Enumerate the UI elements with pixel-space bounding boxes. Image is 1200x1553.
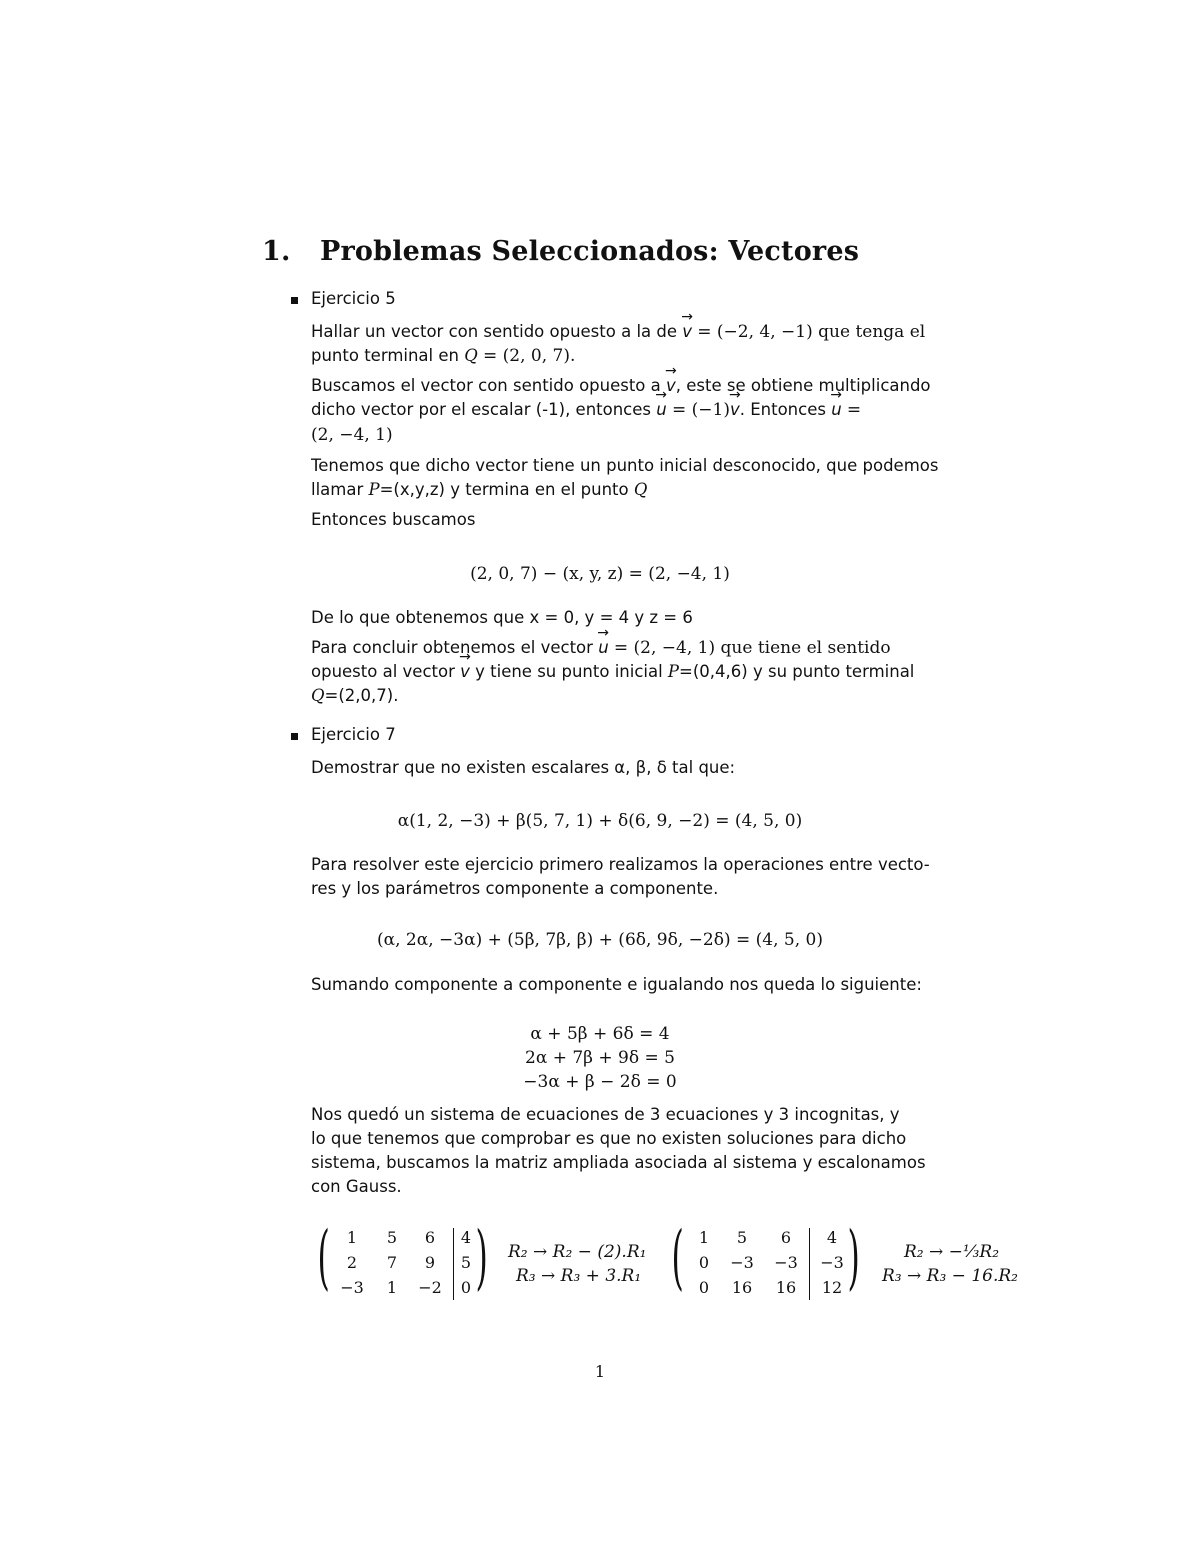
ex7-p2-line1: Para resolver este ejercicio primero realizamos la operaciones entre vecto- <box>311 855 930 874</box>
matrix-cell: 16 <box>731 1278 753 1297</box>
matrix-cell: −3 <box>730 1253 754 1272</box>
left-paren: ( <box>317 1216 330 1298</box>
matrix-cell: 16 <box>775 1278 797 1297</box>
ex7-p1: Demostrar que no existen escalares α, β, δ tal que: <box>311 758 736 777</box>
point-q: Q <box>464 346 478 365</box>
ex5-equation: (2, 0, 7) − (x, y, z) = (2, −4, 1) <box>470 564 730 584</box>
augmented-matrix-1 <box>317 1216 498 1306</box>
bullet-ex7 <box>291 733 298 740</box>
right-paren: ) <box>475 1216 488 1298</box>
text: =(x,y,z) y termina en el punto <box>379 480 629 499</box>
ex5-p1-line2 <box>311 346 575 366</box>
vector-u: → u <box>598 638 608 657</box>
ex5-p2-line2 <box>311 400 861 420</box>
vector-v: → v <box>730 400 740 419</box>
augmented-matrix-2 <box>671 1216 868 1306</box>
matrix-cell: 4 <box>826 1228 838 1247</box>
text: =(0,4,6) y su punto terminal <box>679 662 915 681</box>
point-q: Q <box>311 686 325 705</box>
ex5-p6-line3 <box>311 686 398 705</box>
text: dicho vector por el escalar (-1), entonces <box>311 400 652 419</box>
ex7-heading: Ejercicio 7 <box>311 725 396 744</box>
system-eq-1: α + 5β + 6δ = 4 <box>530 1024 670 1044</box>
augment-bar <box>809 1228 810 1300</box>
text: punto terminal en <box>311 346 459 365</box>
text: Buscamos el vector con sentido opuesto a <box>311 376 661 395</box>
matrix-cell: 2 <box>346 1253 358 1272</box>
matrix-cell: 5 <box>460 1253 472 1272</box>
vector-v: → v <box>666 376 676 395</box>
matrix-cell: 0 <box>460 1278 472 1297</box>
ex5-p2-line3: (2, −4, 1) <box>311 425 393 445</box>
vector-u: → u <box>831 400 841 419</box>
vector-v: → v <box>682 322 692 341</box>
matrix-cell: 4 <box>460 1228 472 1247</box>
ex5-p5: De lo que obtenemos que x = 0, y = 4 y z = 6 <box>311 608 693 627</box>
matrix-cell: 1 <box>386 1278 398 1297</box>
text: Hallar un vector con sentido opuesto a la de <box>311 322 678 341</box>
text: , este se obtiene multiplicando <box>675 376 931 395</box>
section-title <box>262 236 859 267</box>
page-number: 1 <box>594 1362 606 1381</box>
ex7-p2-line2: res y los parámetros componente a componente. <box>311 879 719 898</box>
ex5-p6-line2 <box>311 662 914 681</box>
text: = (−1) <box>671 400 730 420</box>
text: = (2, 0, 7). <box>483 346 576 366</box>
ex7-equation-1: α(1, 2, −3) + β(5, 7, 1) + δ(6, 9, −2) = (4, 5, 0) <box>397 811 803 831</box>
row-op-3: R₂ → −⅓R₂ <box>904 1242 1000 1262</box>
matrix-cell: 0 <box>698 1278 710 1297</box>
row-op-4: R₃ → R₃ − 16.R₂ <box>882 1266 1018 1286</box>
point-p: P <box>368 480 380 499</box>
matrix-cell: 9 <box>424 1253 436 1272</box>
row-op-2: R₃ → R₃ + 3.R₁ <box>516 1266 642 1286</box>
ex5-heading: Ejercicio 5 <box>311 289 396 308</box>
matrix-cell: −2 <box>418 1278 442 1297</box>
text: . Entonces <box>739 400 826 419</box>
ex5-p3-line2 <box>311 480 647 499</box>
row-op-1: R₂ → R₂ − (2).R₁ <box>508 1242 647 1262</box>
vector-v: → v <box>460 662 470 681</box>
vector-u: → u <box>656 400 666 419</box>
system-eq-2: 2α + 7β + 9δ = 5 <box>525 1048 675 1068</box>
ex7-p4-line2: lo que tenemos que comprobar es que no existen soluciones para dicho <box>311 1129 907 1148</box>
text: = (−2, 4, −1) que tenga el <box>697 322 926 342</box>
text: y tiene su punto inicial <box>475 662 663 681</box>
bullet-ex5 <box>291 297 298 304</box>
matrix-cell: 6 <box>780 1228 792 1247</box>
section-title-text: Problemas Seleccionados: Vectores <box>320 236 860 267</box>
section-number: 1. <box>262 236 291 267</box>
ex5-p1-line1 <box>311 322 925 342</box>
left-paren: ( <box>671 1216 684 1298</box>
text: =(2,0,7). <box>324 686 399 705</box>
matrix-cell: 7 <box>386 1253 398 1272</box>
ex5-p3-line1: Tenemos que dicho vector tiene un punto inicial desconocido, que podemos <box>311 456 939 475</box>
point-p: P <box>667 662 680 681</box>
matrix-cell: 6 <box>424 1228 436 1247</box>
text: opuesto al vector <box>311 662 455 681</box>
matrix-cell: −3 <box>774 1253 798 1272</box>
matrix-cell: 0 <box>698 1253 710 1272</box>
ex7-equation-2: (α, 2α, −3α) + (5β, 7β, β) + (6δ, 9δ, −2δ) = (4, 5, 0) <box>377 930 823 950</box>
system-eq-3: −3α + β − 2δ = 0 <box>523 1072 677 1092</box>
text: = <box>846 400 862 420</box>
ex7-p3: Sumando componente a componente e igualando nos queda lo siguiente: <box>311 975 922 994</box>
matrix-cell: 1 <box>346 1228 358 1247</box>
matrix-cell: −3 <box>340 1278 364 1297</box>
matrix-cell: 5 <box>386 1228 398 1247</box>
ex5-p4: Entonces buscamos <box>311 510 476 529</box>
matrix-cell: 5 <box>736 1228 748 1247</box>
ex5-p6-line1 <box>311 638 891 658</box>
matrix-cell: −3 <box>820 1253 844 1272</box>
ex7-p4-line1: Nos quedó un sistema de ecuaciones de 3 ecuaciones y 3 incognitas, y <box>311 1105 900 1124</box>
ex7-p4-line4: con Gauss. <box>311 1177 402 1196</box>
point-q: Q <box>633 480 648 499</box>
text: = (2, −4, 1) que tiene el sentido <box>613 638 891 658</box>
text: llamar <box>311 480 364 499</box>
right-paren: ) <box>847 1216 860 1298</box>
ex7-p4-line3: sistema, buscamos la matriz ampliada asociada al sistema y escalonamos <box>311 1153 926 1172</box>
matrix-cell: 12 <box>821 1278 843 1297</box>
matrix-cell: 1 <box>698 1228 710 1247</box>
text: Para concluir obtenemos el vector <box>311 638 593 657</box>
